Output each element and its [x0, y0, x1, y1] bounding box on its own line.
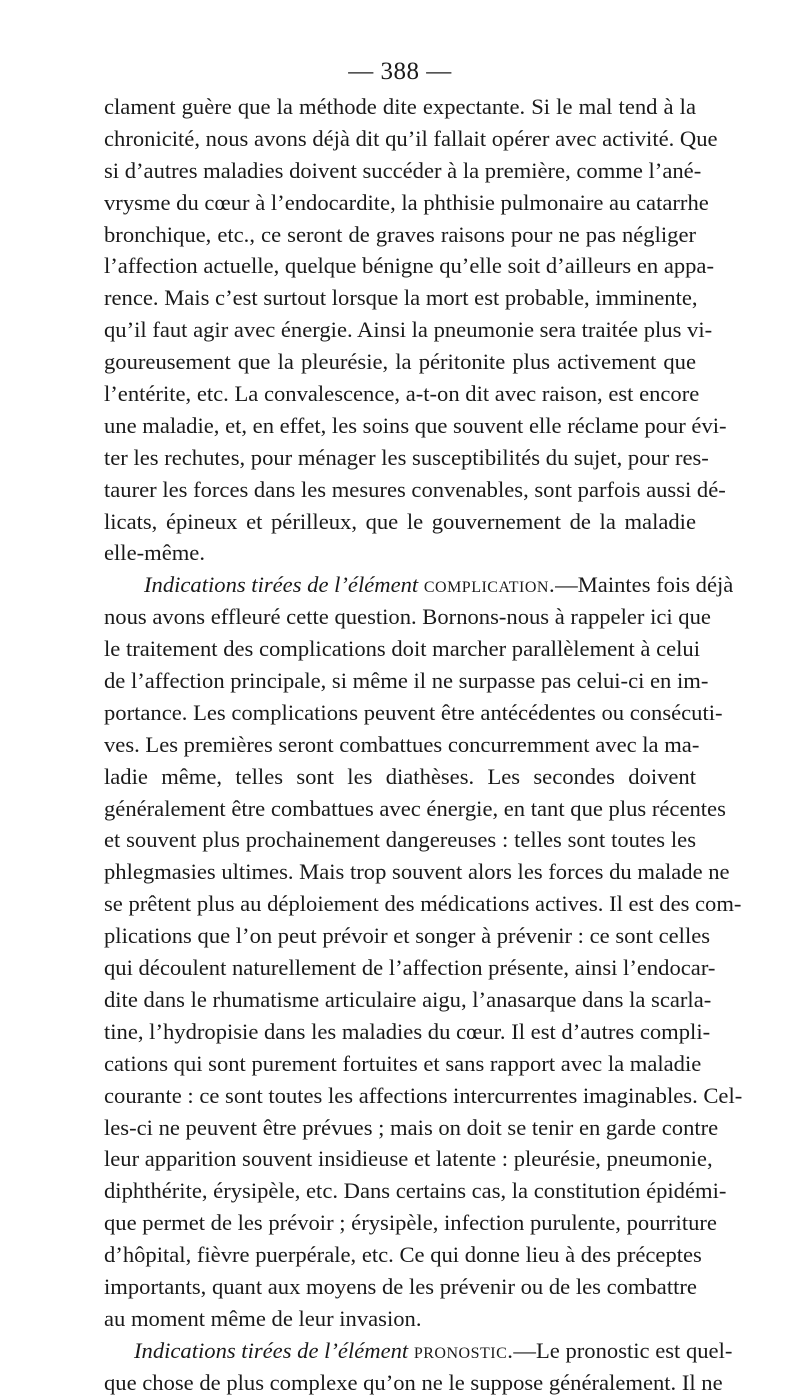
text-line: l’affection actuelle, quelque bénigne qu’elle soit d’ailleurs en appa- — [104, 253, 714, 279]
text-line: ter les rechutes, pour ménager les susceptibilités du sujet, pour res- — [104, 444, 709, 470]
section-heading-complication — [104, 569, 734, 601]
text-line: une maladie, et, en effet, les soins que souvent elle réclame pour évi- — [104, 412, 727, 438]
text-body — [104, 91, 743, 1399]
text-line: vrysme du cœur à l’endocardite, la phthisie pulmonaire au catarrhe — [104, 189, 709, 215]
text-line: tine, l’hydropisie dans les maladies du cœur. Il est d’autres compli- — [104, 1018, 711, 1044]
text-line: licats, épineux et périlleux, que le gouvernement de la maladie — [104, 508, 696, 534]
text-line: les-ci ne peuvent être prévues ; mais on doit se tenir en garde contre — [104, 1114, 719, 1140]
text-line: bronchique, etc., ce seront de graves raisons pour ne pas négliger — [104, 221, 696, 247]
text-line: taurer les forces dans les mesures convenables, sont parfois aussi dé- — [104, 476, 726, 502]
text-line: dite dans le rhumatisme articulaire aigu, l’anasarque dans la scarla- — [104, 986, 712, 1012]
section-heading-keyword: complication. — [423, 572, 556, 598]
paragraph-end-line: elle-même. — [104, 540, 205, 566]
text-line: cations qui sont purement fortuites et sans rapport avec la maladie — [104, 1050, 702, 1076]
text-line: qu’il faut agir avec énergie. Ainsi la pneumonie sera traitée plus vi- — [104, 317, 713, 343]
text-line: ves. Les premières seront combattues concurremment avec la ma- — [104, 731, 700, 757]
text-line: phlegmasies ultimes. Mais trop souvent alors les forces du malade ne — [104, 859, 730, 885]
text-line: plications que l’on peut prévoir et songer à prévenir : ce sont celles — [104, 923, 711, 949]
text-line: l’entérite, etc. La convalescence, a-t-on dit avec raison, est encore — [104, 381, 700, 407]
page-number: — 388 — — [348, 58, 452, 85]
section-heading-title: Indications tirées de l’élément — [134, 1337, 409, 1363]
text-line: que permet de les prévoir ; érysipèle, infection purulente, pourriture — [104, 1210, 717, 1236]
section-heading-title: Indications tirées de l’élément — [144, 572, 419, 598]
text-line: portance. Les complications peuvent être antécédentes ou consécuti- — [104, 699, 723, 725]
section-heading-lead: —Maintes fois déjà — [555, 572, 734, 598]
text-line: clament guère que la méthode dite expectante. Si le mal tend à la — [104, 94, 696, 119]
text-line: de l’affection principale, si même il ne surpasse pas celui-ci en im- — [104, 668, 709, 694]
text-line: se prêtent plus au déploiement des médications actives. Il est des com- — [104, 891, 742, 917]
text-line: et souvent plus prochainement dangereuses : telles sont toutes les — [104, 827, 696, 853]
text-line: ladie même, telles sont les diathèses. Les secondes doivent — [104, 763, 696, 789]
text-line: diphthérite, érysipèle, etc. Dans certains cas, la constitution épidémi- — [104, 1178, 727, 1204]
section-heading-pronostic — [104, 1335, 733, 1367]
text-line: importants, quant aux moyens de les prévenir ou de les combattre — [104, 1273, 697, 1299]
text-line: d’hôpital, fièvre puerpérale, etc. Ce qui donne lieu à des préceptes — [104, 1242, 702, 1268]
text-line: si d’autres maladies doivent succéder à la première, comme l’ané- — [104, 157, 702, 183]
text-line: courante : ce sont toutes les affections intercurrentes imaginables. Cel- — [104, 1082, 743, 1108]
text-line: généralement être combattues avec énergie, en tant que plus récentes — [104, 795, 726, 821]
section-heading-lead: —Le pronostic est quel- — [513, 1337, 733, 1363]
text-line: qui découlent naturellement de l’affection présente, ainsi l’endocar- — [104, 955, 716, 981]
paragraph-end-line: au moment même de leur invasion. — [104, 1305, 422, 1331]
section-heading-keyword: pronostic. — [413, 1337, 514, 1363]
text-line: que chose de plus complexe qu’on ne le suppose généralement. Il ne — [104, 1369, 723, 1395]
text-line: leur apparition souvent insidieuse et latente : pleurésie, pneumonie, — [104, 1146, 713, 1172]
text-line: rence. Mais c’est surtout lorsque la mort est probable, imminente, — [104, 285, 698, 311]
text-line: le traitement des complications doit marcher parallèlement à celui — [104, 636, 700, 662]
text-line: chronicité, nous avons déjà dit qu’il fallait opérer avec activité. Que — [104, 125, 718, 151]
text-line: nous avons effleuré cette question. Bornons-nous à rappeler ici que — [104, 604, 711, 630]
text-line: goureusement que la pleurésie, la péritonite plus activement que — [104, 349, 696, 375]
